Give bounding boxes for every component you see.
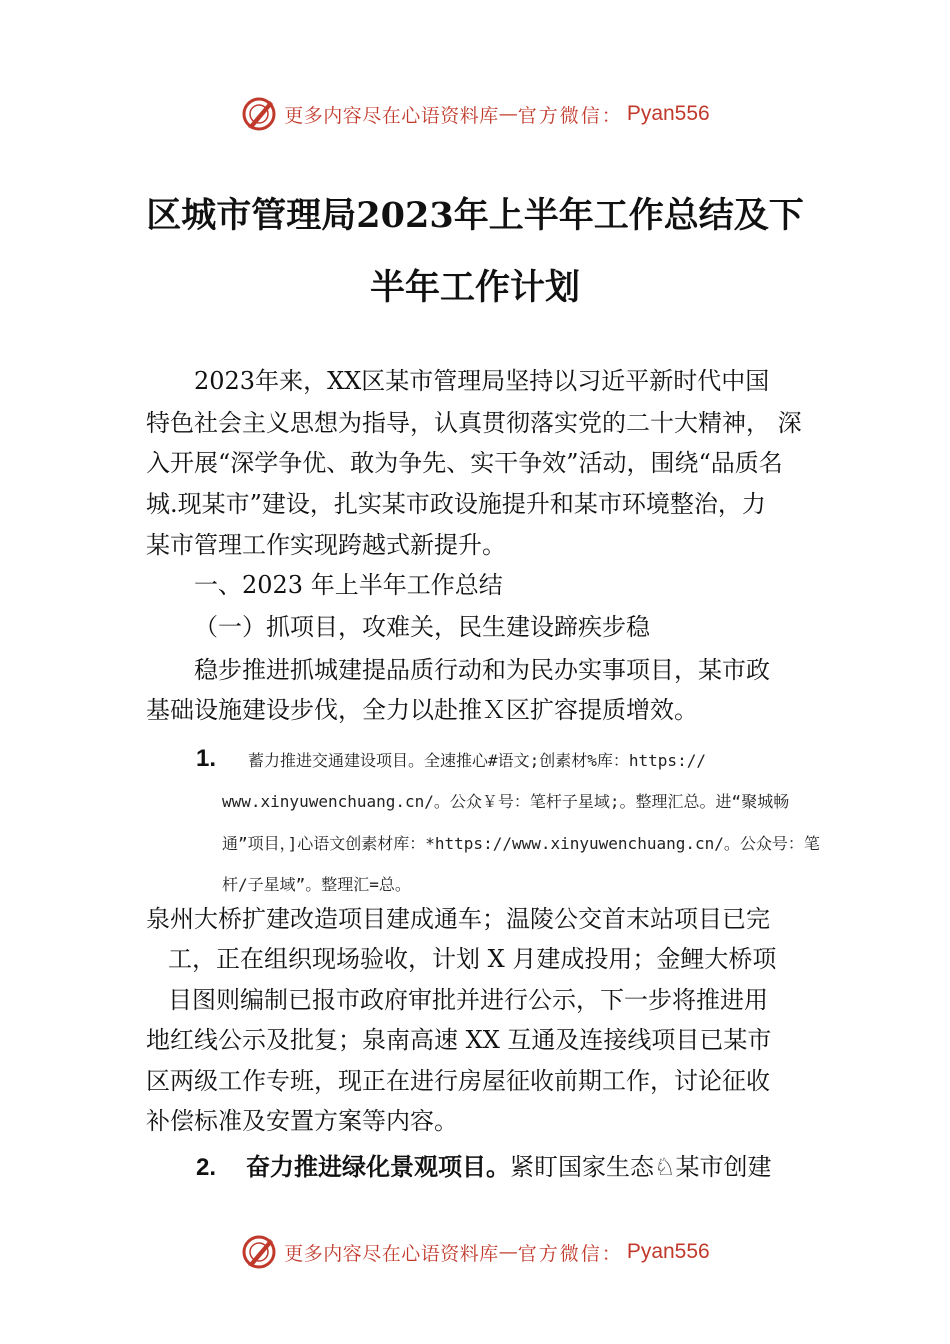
- banner-wechat-id: Pyan556: [626, 1240, 710, 1263]
- item-heading-line: [246, 1152, 772, 1182]
- item-small-line: 通”项目，]心语文创素材库：*https://www.xinyuwenchuang.cn/。公众号：笔: [222, 834, 820, 853]
- paragraph-line: 补偿标准及安置方案等内容。: [146, 1107, 458, 1135]
- paragraph-line: 泉州大桥扩建改造项目建成通车；温陵公交首末站项目已完: [146, 905, 770, 933]
- intro-line: 入开展“深学争优、敢为争先、实干争效”活动，围绕“品质名: [146, 449, 783, 477]
- item-number: 2.: [196, 1154, 217, 1181]
- quill-seal-icon: [240, 1233, 278, 1271]
- quill-seal-icon: [240, 95, 278, 133]
- banner-wechat-label: 官方微信：: [517, 1242, 623, 1265]
- paragraph-line: 地红线公示及批复；泉南高速 XX 互通及连接线项目已某市: [146, 1026, 772, 1054]
- banner-wechat-label: 官方微信：: [517, 104, 623, 127]
- item-text: 紧盯国家生态♘某市创建: [510, 1153, 772, 1181]
- paragraph-line: 工，正在组织现场验收，计划 X 月建成投用；金鲤大桥项: [168, 945, 777, 973]
- banner-text: 更多内容尽在心语资料库: [284, 1242, 499, 1265]
- paragraph-line: 目图则编制已报市政府审批并进行公示，下一步将推进用: [168, 986, 768, 1014]
- item-small-line: 蓄力推进交通建设项目。全速推心#语文;创素材%库：https://: [248, 751, 706, 770]
- item-heading: 奋力推进绿化景观项目。: [246, 1153, 510, 1181]
- intro-line: 特色社会主义思想为指导，认真贯彻落实党的二十大精神， 深: [146, 409, 802, 437]
- document-title-line-2: 半年工作计划: [369, 267, 580, 308]
- banner-wechat-id: Pyan556: [626, 102, 710, 125]
- paragraph-line: 区两级工作专班，现正在进行房屋征收前期工作，讨论征收: [146, 1067, 770, 1095]
- footer-banner: [0, 1230, 950, 1274]
- item-small-line: www.xinyuwenchuang.cn/。公众￥号：笔杆子星域;。整理汇总。进“聚城畅: [222, 792, 790, 811]
- paragraph-line: 稳步推进抓城建提品质行动和为民办实事项目，某市政: [194, 656, 770, 684]
- item-number: 1.: [196, 745, 217, 772]
- intro-line: 2023年来，XX区某市管理局坚持以习近平新时代中国: [194, 367, 770, 395]
- item-small-line: 杆/子星域”。整理汇=总。: [222, 875, 411, 894]
- section-heading: 一、2023 年上半年工作总结: [194, 571, 503, 599]
- banner-text: 更多内容尽在心语资料库: [284, 104, 499, 127]
- intro-line: 某市管理工作实现跨越式新提升。: [146, 531, 506, 559]
- banner-dash: —: [498, 103, 518, 125]
- intro-line: 城.现某市”建设，扎实某市政设施提升和某市环境整治，力: [146, 490, 766, 518]
- banner-dash: —: [498, 1241, 518, 1263]
- paragraph-line: 基础设施建设步伐，全力以赴推Ｘ区扩容提质增效。: [146, 696, 698, 724]
- header-banner: [0, 92, 950, 136]
- document-title-line-1: 区城市管理局2023年上半年工作总结及下: [146, 195, 804, 236]
- subsection-heading: （一）抓项目，攻难关，民生建设蹄疾步稳: [194, 613, 650, 641]
